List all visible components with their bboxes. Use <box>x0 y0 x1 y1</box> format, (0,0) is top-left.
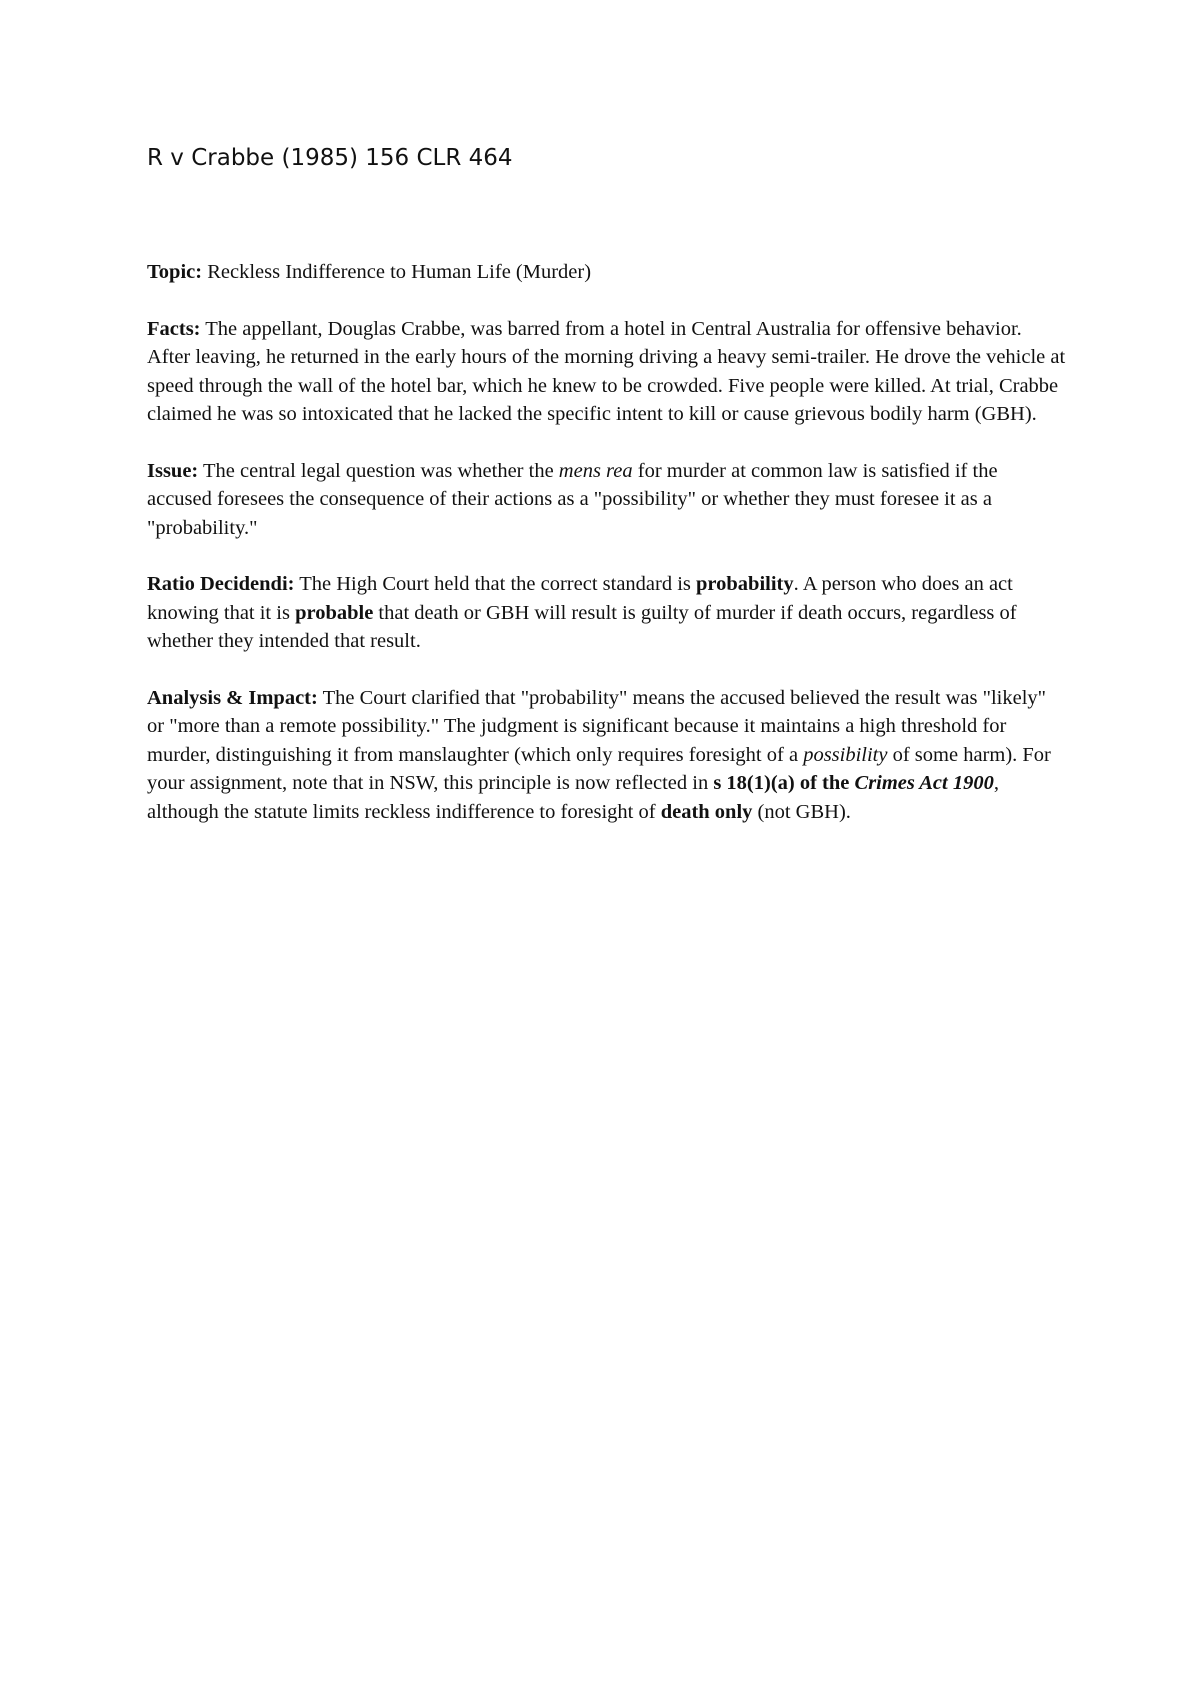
page-title: R v Crabbe (1985) 156 CLR 464 <box>147 145 513 171</box>
issue-paragraph <box>147 457 1067 543</box>
ratio-text-2: . A person who does an act knowing that it is <box>147 573 1013 624</box>
analysis-bold-section: s 18(1)(a) of the <box>713 772 855 794</box>
issue-text-2: for murder at common law is satisfied if the accused foresees the consequence of their actions as a "possibility" or whether they must foresee it as a "probability." <box>147 459 998 539</box>
analysis-paragraph <box>147 684 1067 827</box>
facts-paragraph <box>147 315 1067 429</box>
facts-text: The appellant, Douglas Crabbe, was barred from a hotel in Central Australia for offensive behavior. After leaving, he returned in the early hours of the morning driving a heavy semi-trailer. He drove the vehicle at speed through the wall of the hotel bar, which he knew to be crowded. Five people were killed. At trial, Crabbe claimed he was so intoxicated that he lacked the specific intent to kill or cause grievous bodily harm (GBH). <box>147 317 1066 425</box>
analysis-text-4: (not GBH). <box>752 800 851 823</box>
ratio-text-1: The High Court held that the correct standard is <box>294 573 697 595</box>
issue-label: Issue: <box>147 459 199 482</box>
analysis-bold-italic-act: Crimes Act 1900 <box>854 772 994 794</box>
ratio-text-3: that death or GBH will result is guilty of murder if death occurs, regardless of whether they intended that result. <box>147 601 1017 652</box>
ratio-paragraph <box>147 570 1067 656</box>
issue-text-1: The central legal question was whether the <box>198 459 559 482</box>
ratio-bold-2: probable <box>295 601 374 624</box>
topic-paragraph <box>147 258 1067 287</box>
analysis-label: Analysis & Impact: <box>147 686 318 709</box>
issue-italic-term: mens rea <box>558 459 633 482</box>
ratio-bold-1: probability <box>696 573 794 595</box>
ratio-label: Ratio Decidendi: <box>147 573 295 595</box>
facts-label: Facts: <box>147 317 201 340</box>
document-body <box>147 258 1067 854</box>
topic-label: Topic: <box>147 261 203 283</box>
analysis-text-2: of some harm). For your assignment, note that in NSW, this principle is now reflected in <box>147 743 1051 794</box>
analysis-bold-death-only: death only <box>660 800 753 823</box>
analysis-text-1: The Court clarified that "probability" means the accused believed the result was "likely" or "more than a remote possibility." The judgment is significant because it maintains a high threshold for murder, distinguishing it from manslaughter (which only requires foresight of a <box>147 686 1047 766</box>
topic-text: Reckless Indifference to Human Life (Murder) <box>202 261 592 283</box>
analysis-italic-term: possibility <box>803 743 888 766</box>
analysis-text-3: , although the statute limits reckless indifference to foresight of <box>147 772 999 823</box>
